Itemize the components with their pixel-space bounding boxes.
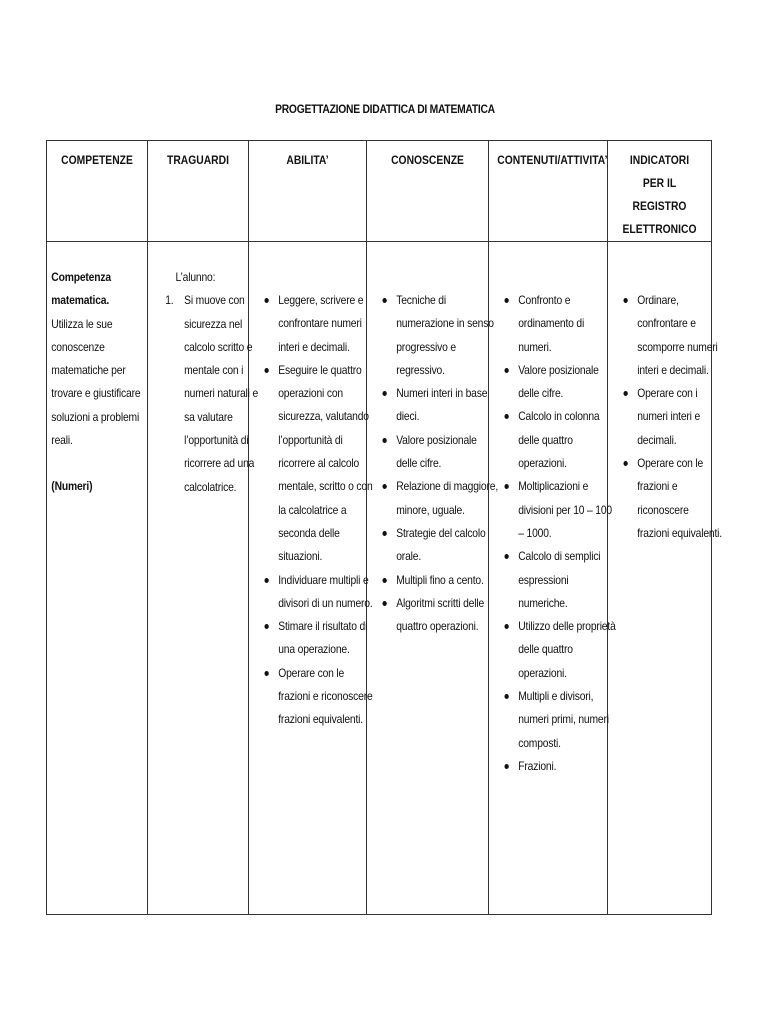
- list-item: Multipli fino a cento.: [379, 569, 500, 592]
- list-item: Algoritmi scritti delle quattro operazioni.: [379, 592, 500, 639]
- header-abilita: ABILITA’: [249, 141, 367, 242]
- list-item: Calcolo di semplici espressioni numeriche.: [501, 545, 619, 615]
- header-indicatori: INDICATORI PER IL REGISTRO ELETTRONICO: [608, 141, 712, 242]
- cell-traguardi: [148, 242, 259, 915]
- list-item: Utilizzo delle proprietà delle quattro operazioni.: [501, 615, 619, 685]
- table-header-row: [47, 141, 712, 242]
- list-item: Frazioni.: [501, 755, 619, 778]
- list-item: Moltiplicazioni e divisioni per 10 – 100 – 1000.: [501, 475, 619, 545]
- contenuti-list: [501, 289, 619, 778]
- header-competenze: COMPETENZE: [47, 141, 148, 242]
- list-item: Operare con le frazioni e riconoscere frazioni equivalenti.: [620, 452, 723, 545]
- competenza-title: Competenza matematica.: [51, 270, 111, 308]
- list-item: Strategie del calcolo orale.: [379, 522, 500, 569]
- competenza-tag: (Numeri): [51, 479, 93, 494]
- list-item: Tecniche di numerazione in senso progressivo e regressivo.: [379, 289, 500, 382]
- list-item: Eseguire le quattro operazioni con sicurezza, valutando l’opportunità di ricorrere al calcolo mentale, scritto o con la calcolatrice a seconda delle situazioni.: [261, 359, 378, 569]
- abilita-list: [261, 289, 378, 732]
- list-item: Multipli e divisori, numeri primi, numeri composti.: [501, 685, 619, 755]
- list-item: Operare con i numeri interi e decimali.: [620, 382, 723, 452]
- competenza-text: Utilizza le sue conoscenze matematiche per trovare e giustificare soluzioni a problemi reali.: [51, 316, 141, 448]
- cell-contenuti: [489, 242, 616, 915]
- cell-abilita: [249, 242, 373, 915]
- list-item: Valore posizionale delle cifre.: [501, 359, 619, 406]
- list-item: Stimare il risultato di una operazione.: [261, 615, 378, 662]
- list-item: Confronto e ordinamento di numeri.: [501, 289, 619, 359]
- list-item: Relazione di maggiore, minore, uguale.: [379, 475, 500, 522]
- conoscenze-list: [379, 289, 500, 638]
- header-traguardi: TRAGUARDI: [148, 141, 249, 242]
- list-item: Individuare multipli e divisori di un numero.: [261, 569, 378, 616]
- cell-competenze: [47, 242, 148, 915]
- list-item: Ordinare, confrontare e scomporre numeri interi e decimali.: [620, 289, 723, 382]
- list-item: Calcolo in colonna delle quattro operazioni.: [501, 405, 619, 475]
- list-item: Valore posizionale delle cifre.: [379, 429, 500, 476]
- cell-conoscenze: [367, 242, 499, 915]
- indicatori-list: [620, 289, 723, 545]
- document-title: PROGETTAZIONE DIDATTICA DI MATEMATICA: [275, 102, 495, 116]
- traguardi-intro: L’alunno:: [175, 270, 216, 284]
- list-item: Operare con le frazioni e riconoscere frazioni equivalenti.: [261, 662, 378, 732]
- header-contenuti: CONTENUTI/ATTIVITA’: [489, 141, 608, 242]
- table-body-row: [47, 242, 712, 915]
- header-conoscenze: CONOSCENZE: [367, 141, 489, 242]
- traguardi-item: 1. Si muove con sicurezza nel calcolo scritto e mentale con i numeri naturali e sa valutare l’opportunità di ricorrere ad una calcolatrice.: [165, 293, 259, 494]
- curriculum-table: [46, 140, 722, 915]
- list-item: Numeri interi in base dieci.: [379, 382, 500, 429]
- list-item: Leggere, scrivere e confrontare numeri interi e decimali.: [261, 289, 378, 359]
- cell-indicatori: [608, 242, 722, 915]
